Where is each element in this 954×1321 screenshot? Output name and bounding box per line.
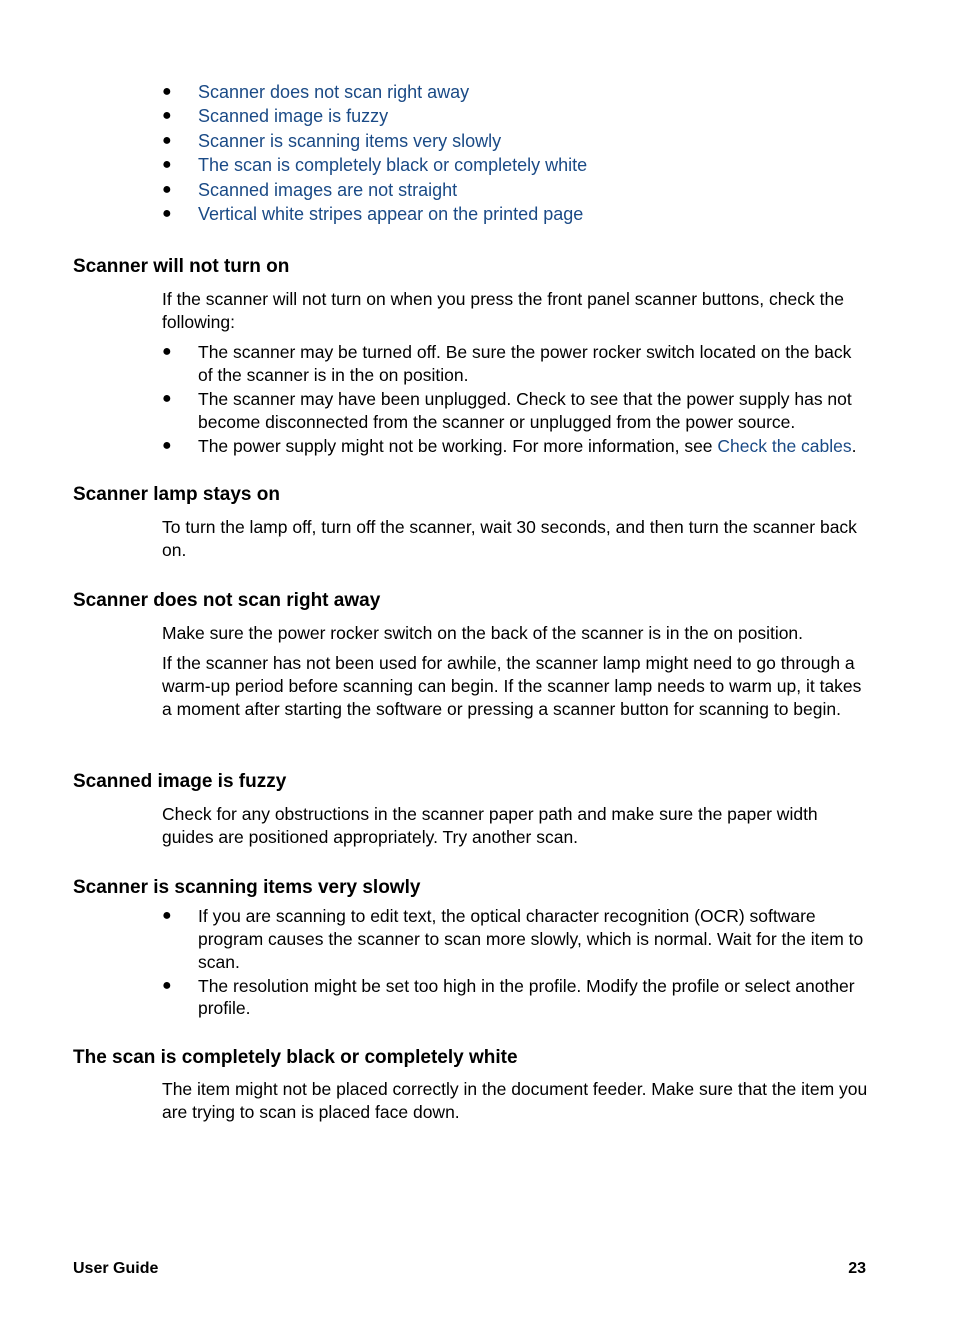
list-item	[162, 388, 868, 434]
paragraph: To turn the lamp off, turn off the scanner, wait 30 seconds, and then turn the scanner back on.	[162, 517, 857, 560]
link-scanner-does-not-scan[interactable]: Scanner does not scan right away	[198, 82, 470, 102]
link-check-the-cables[interactable]: Check the cables	[717, 435, 852, 456]
heading-fuzzy: Scanned image is fuzzy	[73, 771, 287, 792]
section-lamp	[162, 516, 868, 569]
heading-no-scan: Scanner does not scan right away	[73, 590, 381, 611]
bullet-icon: ●	[162, 907, 172, 924]
bullet-icon: ●	[162, 343, 172, 361]
list-item	[162, 975, 868, 1021]
section-no-scan	[162, 622, 868, 728]
link-not-straight[interactable]: Scanned images are not straight	[198, 179, 458, 200]
link-white-stripes[interactable]: Vertical white stripes appear on the printed page	[198, 204, 584, 225]
paragraph: If the scanner will not turn on when you press the front panel scanner buttons, check the following:	[162, 289, 844, 332]
section-black-white	[162, 1078, 868, 1131]
page-number: 23	[848, 1260, 866, 1277]
bullet-icon: ●	[162, 976, 172, 994]
section-turn-on	[162, 288, 868, 459]
heading-black-white: The scan is completely black or completely white	[73, 1047, 518, 1068]
topic-link-list	[162, 80, 587, 226]
bullet-icon: ●	[162, 180, 172, 198]
heading-turn-on: Scanner will not turn on	[73, 256, 290, 277]
list-item	[162, 435, 868, 458]
paragraph: Make sure the power rocker switch on the back of the scanner is in the on position.	[162, 623, 804, 643]
bullet-icon: ●	[162, 156, 172, 174]
list-item-text: The scanner may be turned off. Be sure the power rocker switch located on the back of the scanner is in the on position.	[198, 342, 852, 385]
heading-slow: Scanner is scanning items very slowly	[73, 877, 421, 898]
paragraph: Check for any obstructions in the scanner paper path and make sure the paper width guides are positioned appropriately. Try another scan.	[162, 804, 818, 847]
bullet-list	[162, 905, 868, 1020]
section-slow	[162, 905, 868, 1021]
paragraph: If the scanner has not been used for awhile, the scanner lamp might need to go through a warm-up period before scanning can begin. If the scanner lamp needs to warm up, it takes a moment after starting the software or pressing a scanner button for scanning to begin.	[162, 653, 862, 719]
bullet-icon: ●	[162, 436, 172, 454]
list-item	[162, 104, 587, 128]
list-item-text: The resolution might be set too high in the profile. Modify the profile or select another profile.	[198, 975, 855, 1019]
list-item	[162, 341, 868, 387]
bullet-icon: ●	[162, 205, 172, 223]
footer-guide-title: User Guide	[73, 1260, 159, 1277]
list-item	[162, 80, 587, 104]
section-fuzzy	[162, 803, 868, 856]
bullet-icon: ●	[162, 389, 172, 407]
list-item-text-end: .	[851, 435, 857, 456]
bullet-icon: ●	[162, 107, 172, 125]
heading-lamp: Scanner lamp stays on	[73, 484, 280, 505]
link-scanning-slowly[interactable]: Scanner is scanning items very slowly	[198, 130, 502, 151]
bullet-list	[162, 341, 868, 457]
list-item	[162, 905, 868, 973]
link-scanned-image-fuzzy[interactable]: Scanned image is fuzzy	[198, 106, 389, 127]
list-item	[162, 178, 587, 202]
list-item	[162, 153, 587, 177]
list-item	[162, 129, 587, 153]
list-item	[162, 202, 587, 226]
paragraph: The item might not be placed correctly in the document feeder. Make sure that the item you are trying to scan is placed face down.	[162, 1079, 868, 1122]
bullet-icon: ●	[162, 131, 172, 149]
link-black-or-white[interactable]: The scan is completely black or completely white	[198, 155, 588, 176]
list-item-text: If you are scanning to edit text, the optical character recognition (OCR) software program causes the scanner to scan more slowly, which is normal. Wait for the item to scan.	[198, 906, 864, 972]
list-item-text: The power supply might not be working. For more information, see	[198, 435, 718, 456]
list-item-text: The scanner may have been unplugged. Check to see that the power supply has not become disconnected from the scanner or unplugged from the power source.	[198, 388, 852, 432]
bullet-icon: ●	[162, 83, 172, 100]
